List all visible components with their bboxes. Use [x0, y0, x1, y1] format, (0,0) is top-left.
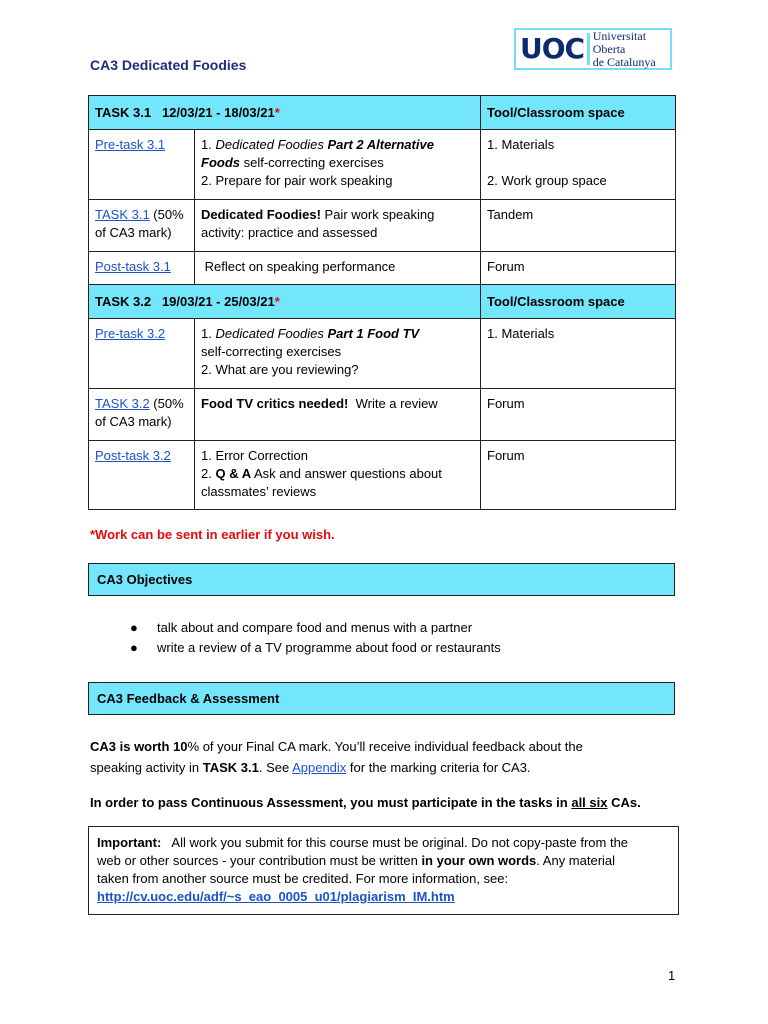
- task-31-description: [195, 200, 481, 252]
- text: 2.: [201, 466, 216, 481]
- text: TASK 3.1: [202, 760, 259, 775]
- tool-item: 2. Work group space: [487, 173, 607, 188]
- task31-label: TASK 3.1: [95, 104, 152, 120]
- text: Foods: [201, 155, 240, 170]
- text: self-correcting exercises: [240, 155, 384, 170]
- table-row: [89, 252, 676, 285]
- text: Part 1 Food TV: [327, 326, 420, 341]
- post-task-32-tool: Forum: [481, 441, 676, 510]
- text: all six: [571, 795, 608, 810]
- text: 2. Prepare for pair work speaking: [201, 173, 393, 188]
- task-32-cell: [89, 389, 195, 441]
- task32-header-row: [89, 285, 676, 319]
- worth-paragraph: [90, 736, 690, 778]
- pre-task-31-tools: [481, 130, 676, 200]
- logo-text: [593, 30, 670, 69]
- tool-header-2: Tool/Classroom space: [481, 285, 676, 319]
- bullet-icon: ●: [130, 620, 138, 635]
- logo-divider: [587, 33, 590, 65]
- post-task-31-description: [195, 252, 481, 285]
- early-submission-note: *Work can be sent in earlier if you wish.: [90, 527, 335, 542]
- text: . See: [258, 760, 293, 775]
- page-number: 1: [668, 968, 676, 983]
- text: talk about and compare food and menus with a partner: [157, 620, 473, 635]
- post-task-32-link[interactable]: Post-task 3.2: [95, 448, 171, 463]
- task32-label: TASK 3.2: [95, 293, 152, 309]
- text: In order to pass Continuous Assessment, you must participate in the tasks in: [90, 795, 572, 810]
- text: write a review of a TV programme about food or restaurants: [157, 640, 501, 655]
- text: Write a review: [348, 396, 438, 411]
- text: 1.: [201, 326, 216, 341]
- objectives-heading: CA3 Objectives: [88, 563, 675, 596]
- text: Food TV critics needed!: [201, 396, 349, 411]
- task-32-description: [195, 389, 481, 441]
- text: Part 2 Alternative: [327, 137, 434, 152]
- tool-header-1: Tool/Classroom space: [481, 96, 676, 130]
- pre-task-31-link[interactable]: Pre-task 3.1: [95, 137, 166, 152]
- logo-line-1: Universitat Oberta: [592, 28, 647, 56]
- logo-mark: UOC: [520, 32, 585, 65]
- post-task-32-description: [195, 441, 481, 510]
- task32-header: [89, 285, 481, 319]
- text: of CA3 mark): [95, 225, 172, 240]
- pre-task-31-description: [195, 130, 481, 200]
- task-31-cell: [89, 200, 195, 252]
- task31-header-row: [89, 96, 676, 130]
- text: Reflect on speaking performance: [204, 259, 396, 274]
- text: Dedicated Foodies: [215, 326, 328, 341]
- text: Q & A: [215, 466, 252, 481]
- text: Dedicated Foodies: [215, 137, 328, 152]
- pre-task-32-description: [195, 319, 481, 389]
- text: (50%: [149, 396, 184, 411]
- task32-star: *: [274, 293, 280, 309]
- task31-dates: 12/03/21 - 18/03/21: [161, 104, 275, 120]
- text: for the marking criteria for CA3.: [346, 760, 531, 775]
- logo-line-2: de Catalunya: [592, 54, 656, 69]
- text: web or other sources - your contribution must be written: [97, 853, 422, 868]
- text: in your own words: [421, 853, 537, 868]
- important-label: Important:: [97, 835, 162, 850]
- bullet-icon: ●: [130, 640, 138, 655]
- table-row: [89, 130, 676, 200]
- text: % of your Final CA mark. You’ll receive individual feedback about the: [187, 739, 583, 754]
- document-title: CA3 Dedicated Foodies: [90, 57, 247, 73]
- text: All work you submit for this course must be original. Do not copy-paste from the: [161, 835, 629, 850]
- feedback-heading: CA3 Feedback & Assessment: [88, 682, 675, 715]
- text: taken from another source must be credited. For more information, see:: [97, 871, 509, 886]
- table-row: [89, 389, 676, 441]
- table-row: [89, 200, 676, 252]
- list-item: [130, 638, 501, 658]
- text: Dedicated Foodies!: [201, 207, 321, 222]
- pre-task-32-link[interactable]: Pre-task 3.2: [95, 326, 166, 341]
- task-32-tool: Forum: [481, 389, 676, 441]
- text: self-correcting exercises: [201, 344, 342, 359]
- text: activity: practice and assessed: [201, 225, 378, 240]
- task-31-tool: Tandem: [481, 200, 676, 252]
- text: Pair work speaking: [320, 207, 435, 222]
- pre-task-32-tool: 1. Materials: [481, 319, 676, 389]
- task31-star: *: [274, 104, 280, 120]
- table-row: [89, 319, 676, 389]
- tool-item: 1. Materials: [487, 137, 555, 152]
- plagiarism-link[interactable]: http://cv.uoc.edu/adf/~s_eao_0005_u01/plagiarism_IM.htm: [97, 889, 455, 904]
- text: CAs.: [607, 795, 641, 810]
- post-task-31-tool: Forum: [481, 252, 676, 285]
- text: CA3 is worth 10: [90, 739, 188, 754]
- text: (50%: [149, 207, 184, 222]
- text: 1.: [201, 137, 216, 152]
- appendix-link[interactable]: Appendix: [292, 760, 347, 775]
- tasks-table: [88, 95, 676, 510]
- pass-paragraph: [90, 792, 690, 813]
- task32-dates: 19/03/21 - 25/03/21: [161, 293, 275, 309]
- text: Ask and answer questions about: [251, 466, 442, 481]
- text: speaking activity in: [90, 760, 203, 775]
- table-row: [89, 441, 676, 510]
- uoc-logo: [514, 28, 672, 70]
- important-box: [88, 826, 679, 915]
- text: 1. Error Correction: [201, 448, 308, 463]
- text: of CA3 mark): [95, 414, 172, 429]
- text: 2. What are you reviewing?: [201, 362, 359, 377]
- text: . Any material: [536, 853, 616, 868]
- post-task-31-link[interactable]: Post-task 3.1: [95, 259, 171, 274]
- objectives-list: [130, 618, 501, 658]
- list-item: [130, 618, 501, 638]
- task-31-link[interactable]: TASK 3.1: [95, 207, 150, 222]
- text: classmates’ reviews: [201, 484, 317, 499]
- task-32-link[interactable]: TASK 3.2: [95, 396, 150, 411]
- task31-header: [89, 96, 481, 130]
